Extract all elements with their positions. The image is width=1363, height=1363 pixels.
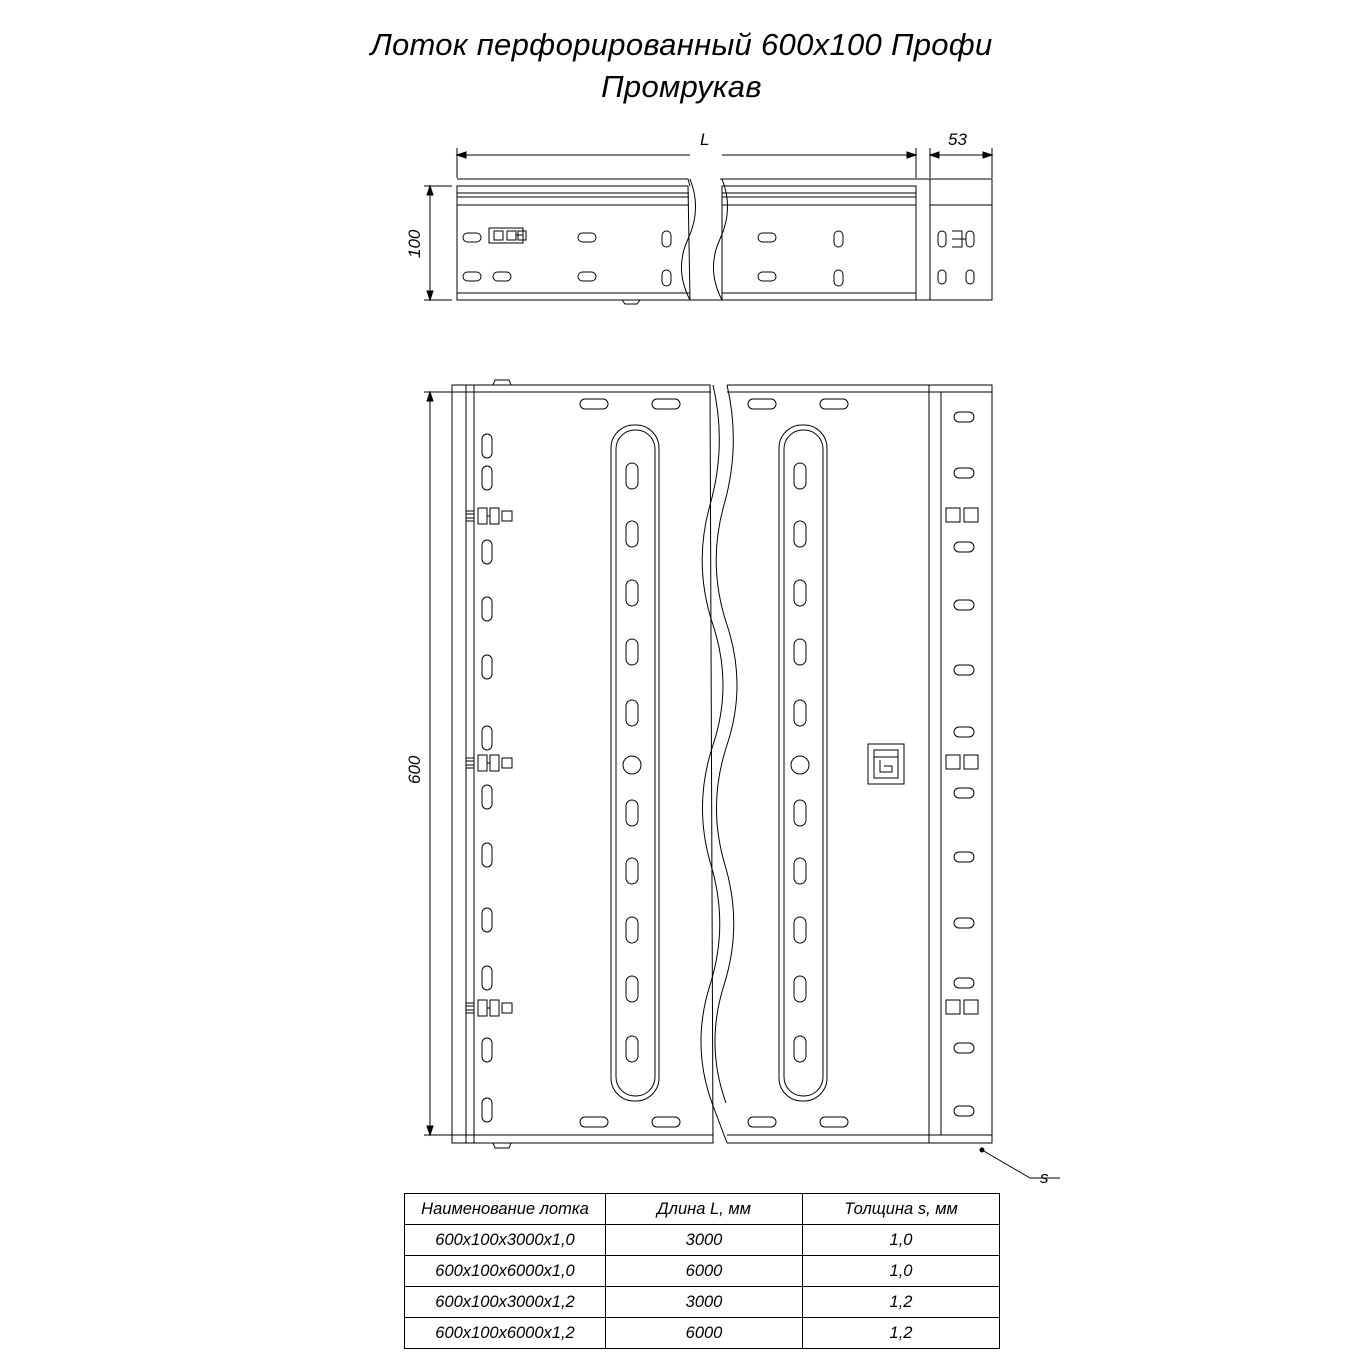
dimension-label-600: 600 <box>405 755 424 784</box>
dimension-label-thickness: s <box>1040 1168 1049 1187</box>
side-view-right-segment <box>720 179 916 300</box>
dimension-label-100: 100 <box>405 229 424 258</box>
dimension-600 <box>424 392 452 1135</box>
cell-thickness: 1,0 <box>803 1225 1000 1256</box>
table-row <box>405 1318 1000 1349</box>
dimension-100 <box>424 186 452 300</box>
dimension-length-top <box>457 148 916 178</box>
side-view-end-flange <box>916 179 992 300</box>
dimension-label-length: L <box>700 130 710 149</box>
cell-thickness: 1,2 <box>803 1287 1000 1318</box>
cell-name: 600х100х3000х1,2 <box>405 1287 606 1318</box>
cell-name: 600х100х6000х1,2 <box>405 1318 606 1349</box>
break-line-main-2 <box>715 385 737 1103</box>
cell-name: 600х100х6000х1,0 <box>405 1256 606 1287</box>
title-line-2: Промрукав <box>601 68 762 104</box>
cell-thickness: 1,2 <box>803 1318 1000 1349</box>
cell-length: 3000 <box>606 1225 803 1256</box>
table-row <box>405 1256 1000 1287</box>
table-header-thickness: Толщина s, мм <box>803 1194 1000 1225</box>
title-line-1: Лоток перфорированный 600х100 Профи <box>370 27 993 62</box>
main-view-end-flange <box>929 385 992 1143</box>
main-view-right-plate <box>727 385 929 1143</box>
table-header-name: Наименование лотка <box>405 1194 606 1225</box>
cell-length: 6000 <box>606 1318 803 1349</box>
break-line-main-1 <box>701 385 727 1143</box>
cell-name: 600х100х3000х1,0 <box>405 1225 606 1256</box>
cell-length: 6000 <box>606 1256 803 1287</box>
table-row <box>405 1287 1000 1318</box>
dimension-label-53: 53 <box>948 130 967 149</box>
specification-table <box>404 1193 1000 1349</box>
cell-thickness: 1,0 <box>803 1256 1000 1287</box>
dimension-53 <box>930 148 992 178</box>
cell-length: 3000 <box>606 1287 803 1318</box>
table-header-length: Длина L, мм <box>606 1194 803 1225</box>
table-row <box>405 1225 1000 1256</box>
main-view-left-plate <box>452 380 713 1148</box>
side-view-left-segment <box>457 179 690 304</box>
table-header-row <box>405 1194 1000 1225</box>
